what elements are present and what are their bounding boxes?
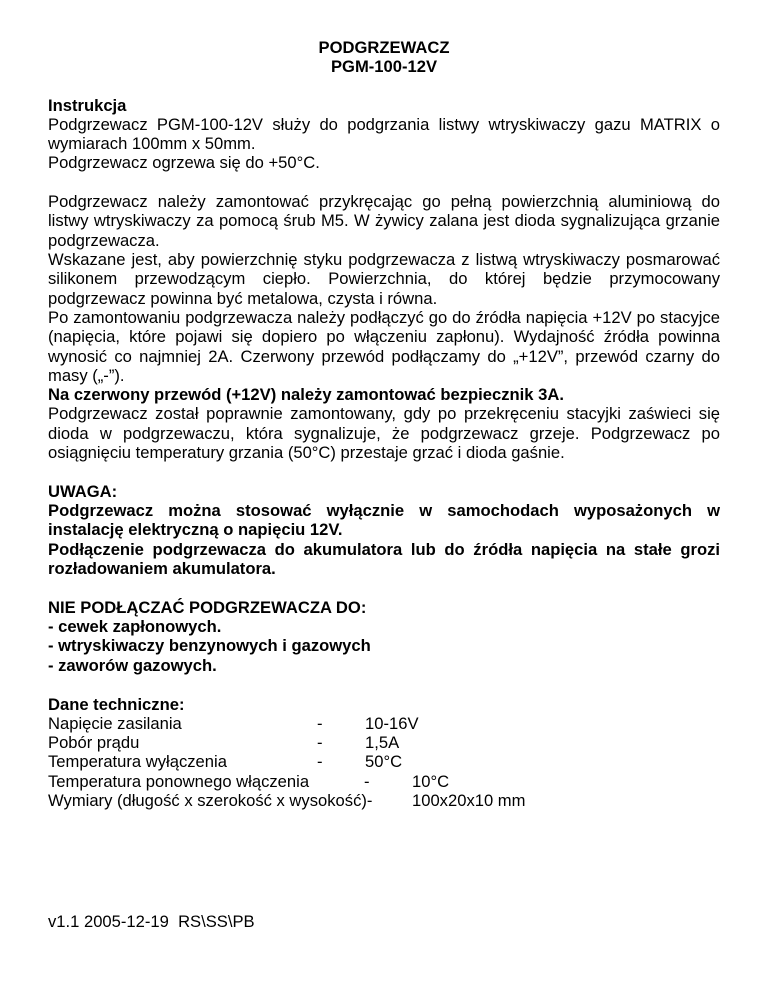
section-instrukcja	[48, 96, 720, 173]
warning-item: - zaworów gazowych.	[48, 655, 217, 675]
montaz-paragraph-3: Po zamontowaniu podgrzewacza należy podłączyć go do źródła napięcia +12V po stacyjce (napięcia, które pojawi się dopiero po włączeniu zapłonu). Wydajność źródła powinna wynosić co najmniej 2A. Czerwony przewód podłączamy do „+12V”, przewód czarny do masy („-”).	[48, 307, 720, 385]
spec-value: 10°C	[412, 771, 450, 791]
document-title	[48, 38, 720, 76]
instrukcja-paragraph-2: Podgrzewacz ogrzewa się do +50°C.	[48, 153, 320, 173]
montaz-fuse-note: Na czerwony przewód (+12V) należy zamontować bezpiecznik 3A.	[48, 385, 564, 405]
spec-value: 1,5A	[365, 733, 400, 753]
spec-row	[48, 714, 720, 733]
montaz-paragraph-1: Podgrzewacz należy zamontować przykręcając go pełną powierzchnią aluminiową do listwy wtryskiwaczy za pomocą śrub M5. W żywicy zalana jest dioda sygnalizująca grzanie podgrzewacza.	[48, 192, 720, 250]
spec-label: Temperatura wyłączenia	[48, 752, 227, 772]
montaz-paragraph-5: Podgrzewacz został poprawnie zamontowany, gdy po przekręceniu stacyjki zaświeci się dioda w podgrzewaczu, która sygnalizuje, że podgrzewacz grzeje. Podgrzewacz po osiągnięciu temperatury grzania (50°C) przestaje grzać i dioda gaśnie.	[48, 404, 720, 463]
uwaga-paragraph-1: Podgrzewacz można stosować wyłącznie w samochodach wyposażonych w instalację elektryczną o napięciu 12V.	[48, 501, 720, 540]
instrukcja-paragraph-1: Podgrzewacz PGM-100-12V służy do podgrzania listwy wtryskiwaczy gazu MATRIX o wymiarach 100mm x 50mm.	[48, 114, 720, 154]
spec-dash: -	[317, 733, 323, 753]
instrukcja-heading: Instrukcja	[48, 95, 127, 115]
uwaga-heading: UWAGA:	[48, 481, 118, 501]
title-line-1: PODGRZEWACZ	[318, 38, 450, 57]
spec-value: 50°C	[365, 752, 403, 772]
spec-dash: -	[364, 771, 370, 791]
spec-dash: -	[317, 752, 323, 772]
section-warning	[48, 598, 720, 675]
spec-label: Napięcie zasilania	[48, 713, 182, 733]
spec-dash: -	[317, 713, 323, 733]
spec-label: Wymiary (długość x szerokość x wysokość)-	[48, 791, 373, 810]
spec-value: 10-16V	[365, 713, 419, 733]
spec-label: Pobór prądu	[48, 733, 140, 753]
warning-heading: NIE PODŁĄCZAĆ PODGRZEWACZA DO:	[48, 597, 367, 617]
spec-row	[48, 772, 720, 791]
warning-item: - cewek zapłonowych.	[48, 617, 222, 637]
spec-row	[48, 733, 720, 752]
uwaga-paragraph-2: Podłączenie podgrzewacza do akumulatora lub do źródła napięcia na stałe grozi rozładowaniem akumulatora.	[48, 539, 720, 579]
section-uwaga	[48, 482, 720, 578]
section-specs	[48, 695, 720, 811]
montaz-paragraph-2: Wskazane jest, aby powierzchnię styku podgrzewacza z listwą wtryskiwaczy posmarować silikonem przewodzącym ciepło. Powierzchnia, do której będzie przymocowany podgrzewacz powinna być metalowa, czysta i równa.	[48, 250, 720, 308]
spec-row	[48, 791, 720, 810]
spec-label: Temperatura ponownego włączenia	[48, 771, 310, 791]
warning-item: - wtryskiwaczy benzynowych i gazowych	[48, 636, 371, 656]
specs-heading: Dane techniczne:	[48, 694, 185, 714]
title-line-2: PGM-100-12V	[330, 57, 438, 76]
spec-row	[48, 752, 720, 771]
document-page	[48, 38, 720, 810]
section-montaz	[48, 192, 720, 462]
document-footer: v1.1 2005-12-19 RS\SS\PB	[48, 912, 255, 931]
spec-value: 100x20x10 mm	[412, 791, 526, 810]
